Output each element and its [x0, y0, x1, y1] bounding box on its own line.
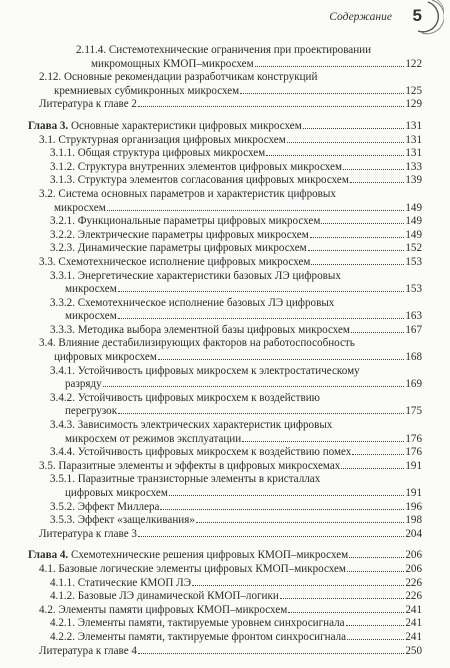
toc-entry-text: 4.1. Базовые логические элементы цифровых КМОП–микросхем: [39, 562, 346, 575]
toc-entry: [28, 419, 422, 446]
toc-entry-title: [50, 174, 349, 188]
toc-entry-title: [50, 631, 346, 645]
toc-entry-title: [39, 528, 137, 542]
toc-entry-title-start: 3.4. Влияние дестабилизирующих факторов на работоспособность: [39, 337, 355, 350]
toc-entry: [28, 174, 422, 188]
toc-entry: [28, 473, 422, 500]
dot-leader: [138, 106, 404, 107]
toc-entry-title: [76, 58, 254, 72]
toc-page-number: 226: [405, 576, 422, 589]
toc-entry: [28, 446, 422, 460]
toc-entry-text: микромощных КМОП–микросхем: [91, 57, 254, 70]
toc-page-number: 191: [405, 487, 422, 499]
toc-entry-title: [50, 446, 351, 460]
dot-leader: [310, 237, 405, 238]
toc-entry-text: 3.3.3. Методика выбора элементной базы цифровых микросхем: [50, 323, 350, 336]
toc-page-number: 122: [405, 57, 422, 70]
toc-entry-text: 4.1.2. Базовые ЛЭ динамической КМОП–логики: [50, 590, 279, 603]
toc-entry-title: [50, 405, 117, 419]
toc-entry-text: 3.2.2. Электрические параметры цифровых микросхем: [50, 228, 309, 241]
toc-entry: [28, 337, 422, 364]
toc-entry-title: [39, 351, 157, 365]
dot-leader: [352, 454, 404, 455]
toc-page-number: 153: [405, 255, 422, 268]
toc-page-number: 175: [405, 405, 422, 418]
toc-entry-text: 4.1.1. Статические КМОП ЛЭ: [50, 576, 192, 589]
toc-page-number: 131: [405, 133, 422, 146]
toc-entry-text: цифровых микросхем: [54, 351, 157, 364]
toc-entry: [28, 297, 422, 324]
toc-entry-title-start: 3.5.1. Паразитные транзисторные элементы в кристаллах: [50, 473, 321, 486]
toc-entry-title: [50, 310, 117, 324]
toc-entry-text: 3.4.4. Устойчивость цифровых микросхем к воздействию помех: [50, 446, 352, 459]
dot-leader: [160, 509, 404, 510]
toc-page-number: 131: [405, 119, 422, 132]
toc-entry: [28, 617, 422, 631]
toc-page-number: 129: [405, 98, 422, 111]
toc-entry-title: [50, 378, 102, 392]
toc-entry: [28, 188, 422, 215]
toc-page-number: 198: [405, 514, 422, 527]
toc-entry-title: [50, 577, 191, 591]
toc-entry-title: [28, 120, 302, 134]
toc-page-number: 169: [405, 378, 422, 391]
toc-entry-title-start: 2.12. Основные рекомендации разработчикам конструкций: [39, 71, 318, 84]
toc-entry-title: [50, 324, 350, 338]
toc-entry-text: 3.5.2. Эффект Миллера: [50, 500, 160, 513]
toc-entry: [28, 120, 422, 134]
toc-entry: [28, 577, 422, 591]
chapter-label: Глава 4.: [28, 549, 69, 562]
toc-entry-title: [39, 645, 137, 659]
toc-entry-text: 4.2.2. Элементы памяти, тактируемые фронтом синхросигнала: [50, 630, 347, 643]
toc-page-number: 241: [405, 630, 422, 643]
dot-leader: [240, 93, 404, 94]
toc-entry-text: микросхем от режимов эксплуатации: [65, 432, 242, 445]
chapter-label: Глава 3.: [28, 119, 69, 132]
toc-entry-title: [50, 242, 307, 256]
toc-entry-title-start: 3.4.3. Зависимость электрических характеристик цифровых: [50, 419, 333, 432]
toc-entry-title: [50, 161, 342, 175]
toc-entry-title-start: 3.3.2. Схемотехническое исполнение базовых ЛЭ цифровых: [50, 296, 335, 309]
toc-entry-title: [50, 617, 345, 631]
dot-leader: [347, 571, 404, 572]
dot-leader: [118, 318, 405, 319]
dot-leader: [311, 264, 404, 265]
toc-entry: [28, 161, 422, 175]
toc-entry: [28, 270, 422, 297]
toc-entry-title: [39, 256, 310, 270]
toc-page-number: 149: [405, 228, 422, 241]
toc-entry-text: Литература к главе 2: [39, 98, 137, 111]
toc-page-number: 206: [405, 562, 422, 575]
toc-entry-title-start: 3.4.1. Устойчивость цифровых микросхем к электростатическому: [50, 364, 360, 377]
toc-entry-title: [50, 147, 265, 161]
toc-entry: [28, 365, 422, 392]
toc-entry: [28, 392, 422, 419]
toc-page-number: 204: [405, 527, 422, 540]
toc-entry: [28, 604, 422, 618]
toc-entry: [28, 460, 422, 474]
toc-entry-title-start: 2.11.4. Системотехнические ограничения при проектировании: [76, 44, 372, 56]
dot-leader: [192, 585, 404, 586]
toc-entry: [28, 71, 422, 98]
toc-entry-title: [39, 134, 286, 148]
toc-entry-text: микросхем: [65, 310, 117, 323]
dot-leader: [308, 250, 405, 251]
toc-page-number: 125: [405, 84, 422, 97]
dot-leader: [321, 223, 404, 224]
toc-entry-title: [50, 487, 168, 501]
toc-entry-title: [39, 98, 137, 112]
dot-leader: [169, 495, 404, 496]
toc-entry-text: микросхем: [65, 283, 117, 296]
toc-page-number: 241: [405, 617, 422, 630]
toc-entry: [28, 44, 422, 71]
toc-entry-text: 3.5.3. Эффект «защелкивания»: [50, 514, 195, 527]
toc-entry: [28, 134, 422, 148]
toc-entry-text: 4.2. Элементы памяти цифровых КМОП–микросхем: [39, 603, 288, 616]
toc-entry: [28, 590, 422, 604]
toc-entry-title: [50, 215, 320, 229]
dot-leader: [118, 413, 404, 414]
toc-page-number: 152: [405, 242, 422, 255]
toc-entry-title: [50, 283, 117, 297]
dot-leader: [280, 598, 405, 599]
dot-leader: [346, 625, 405, 626]
toc-entry-text: 3.1.2. Структура внутренних элементов цифровых микросхем: [50, 160, 343, 173]
toc-entry-title: [39, 604, 287, 618]
toc-entry: [28, 215, 422, 229]
dot-leader: [343, 169, 404, 170]
toc-page-number: 163: [405, 310, 422, 323]
dot-leader: [196, 522, 404, 523]
toc-page-number: 153: [405, 283, 422, 296]
toc-entry: [28, 229, 422, 243]
toc-page-number: 250: [405, 644, 422, 657]
toc-entry-text: 3.2.3. Динамические параметры цифровых микросхем: [50, 242, 307, 255]
toc-entry-title: [50, 229, 309, 243]
toc-entry: [28, 563, 422, 577]
toc-page-number: 191: [405, 459, 422, 472]
toc-entry: [28, 324, 422, 338]
dot-leader: [350, 182, 405, 183]
toc-entry: [28, 98, 422, 112]
toc-entry-text: кремниевых субмикронных микросхем: [54, 84, 240, 97]
dot-leader: [242, 441, 404, 442]
dot-leader: [341, 468, 404, 469]
dot-leader: [287, 142, 405, 143]
toc-entry: [28, 631, 422, 645]
dot-leader: [349, 557, 404, 558]
toc-page-number: 168: [405, 351, 422, 364]
toc-entry-text: Основные характеристики цифровых микросхем: [68, 119, 302, 132]
table-of-contents: [28, 44, 422, 658]
toc-entry: [28, 256, 422, 270]
toc-page-number: 149: [405, 201, 422, 214]
toc-page-number: 131: [405, 147, 422, 160]
toc-entry: [28, 242, 422, 256]
toc-entry: [28, 514, 422, 528]
dot-leader: [255, 66, 405, 67]
dot-leader: [288, 612, 404, 613]
toc-entry-text: 3.1.3. Структура элементов согласования цифровых микросхем: [50, 174, 349, 187]
dot-leader: [103, 386, 405, 387]
dot-leader: [351, 332, 404, 333]
toc-page-number: 206: [405, 549, 422, 562]
toc-entry-text: 3.1. Структурная организация цифровых микросхем: [39, 133, 286, 146]
toc-entry-text: Литература к главе 4: [39, 644, 137, 657]
toc-entry-text: 3.1.1. Общая структура цифровых микросхем: [50, 147, 266, 160]
toc-entry-title: [50, 433, 241, 447]
running-header-title: Содержание: [329, 11, 392, 23]
toc-entry-title: [50, 501, 159, 515]
toc-entry-title: [39, 85, 239, 99]
toc-entry-title: [39, 563, 346, 577]
toc-page-number: 226: [405, 590, 422, 603]
toc-entry-text: Литература к главе 3: [39, 527, 137, 540]
page-number: 5: [412, 6, 422, 25]
dot-leader: [303, 128, 405, 129]
toc-entry-title: [50, 514, 195, 528]
dot-leader: [347, 639, 404, 640]
dot-leader: [138, 536, 404, 537]
toc-entry-title: [50, 590, 279, 604]
toc-page-number: 176: [405, 446, 422, 459]
toc-entry-text: разряду: [65, 378, 102, 391]
toc-entry: [28, 549, 422, 563]
toc-page-number: 196: [405, 500, 422, 513]
toc-entry: [28, 501, 422, 515]
dot-leader: [118, 291, 405, 292]
toc-entry-title-start: 3.4.2. Устойчивость цифровых микросхем к воздействию: [50, 391, 320, 404]
toc-entry-text: Схемотехнические решения цифровых КМОП–микросхем: [68, 549, 349, 562]
toc-entry-text: 3.5. Паразитные элементы и эффекты в цифровых микросхемах: [39, 459, 341, 472]
toc-page-number: 139: [405, 174, 422, 187]
toc-entry-text: перегрузок: [65, 405, 118, 418]
toc-entry: [28, 528, 422, 542]
toc-page-number: 176: [405, 432, 422, 445]
toc-page-number: 133: [405, 160, 422, 173]
toc-entry-title: [39, 460, 340, 474]
toc-entry-title: [28, 549, 348, 563]
toc-entry-text: цифровых микросхем: [65, 487, 168, 499]
toc-entry: [28, 147, 422, 161]
toc-entry-title-start: 3.3.1. Энергетические характеристики базовых ЛЭ цифровых: [50, 269, 341, 282]
dot-leader: [107, 210, 405, 211]
toc-entry: [28, 645, 422, 659]
toc-entry-text: 3.3. Схемотехническое исполнение цифровых микросхем: [39, 255, 311, 268]
toc-page-number: 149: [405, 215, 422, 228]
toc-entry-text: 3.2.1. Функциональные параметры цифровых микросхем: [50, 215, 321, 228]
toc-page-number: 241: [405, 603, 422, 616]
toc-page-number: 167: [405, 323, 422, 336]
toc-entry-text: 4.2.1. Элементы памяти, тактируемые уровнем синхросигнала: [50, 617, 345, 630]
toc-entry-text: микросхем: [54, 201, 106, 214]
dot-leader: [266, 155, 404, 156]
dot-leader: [138, 653, 404, 654]
toc-entry-title-start: 3.2. Система основных параметров и характеристик цифровых: [39, 187, 336, 200]
toc-entry-title: [39, 202, 106, 216]
page-number-ornament-icon: [414, 0, 444, 36]
dot-leader: [158, 359, 404, 360]
